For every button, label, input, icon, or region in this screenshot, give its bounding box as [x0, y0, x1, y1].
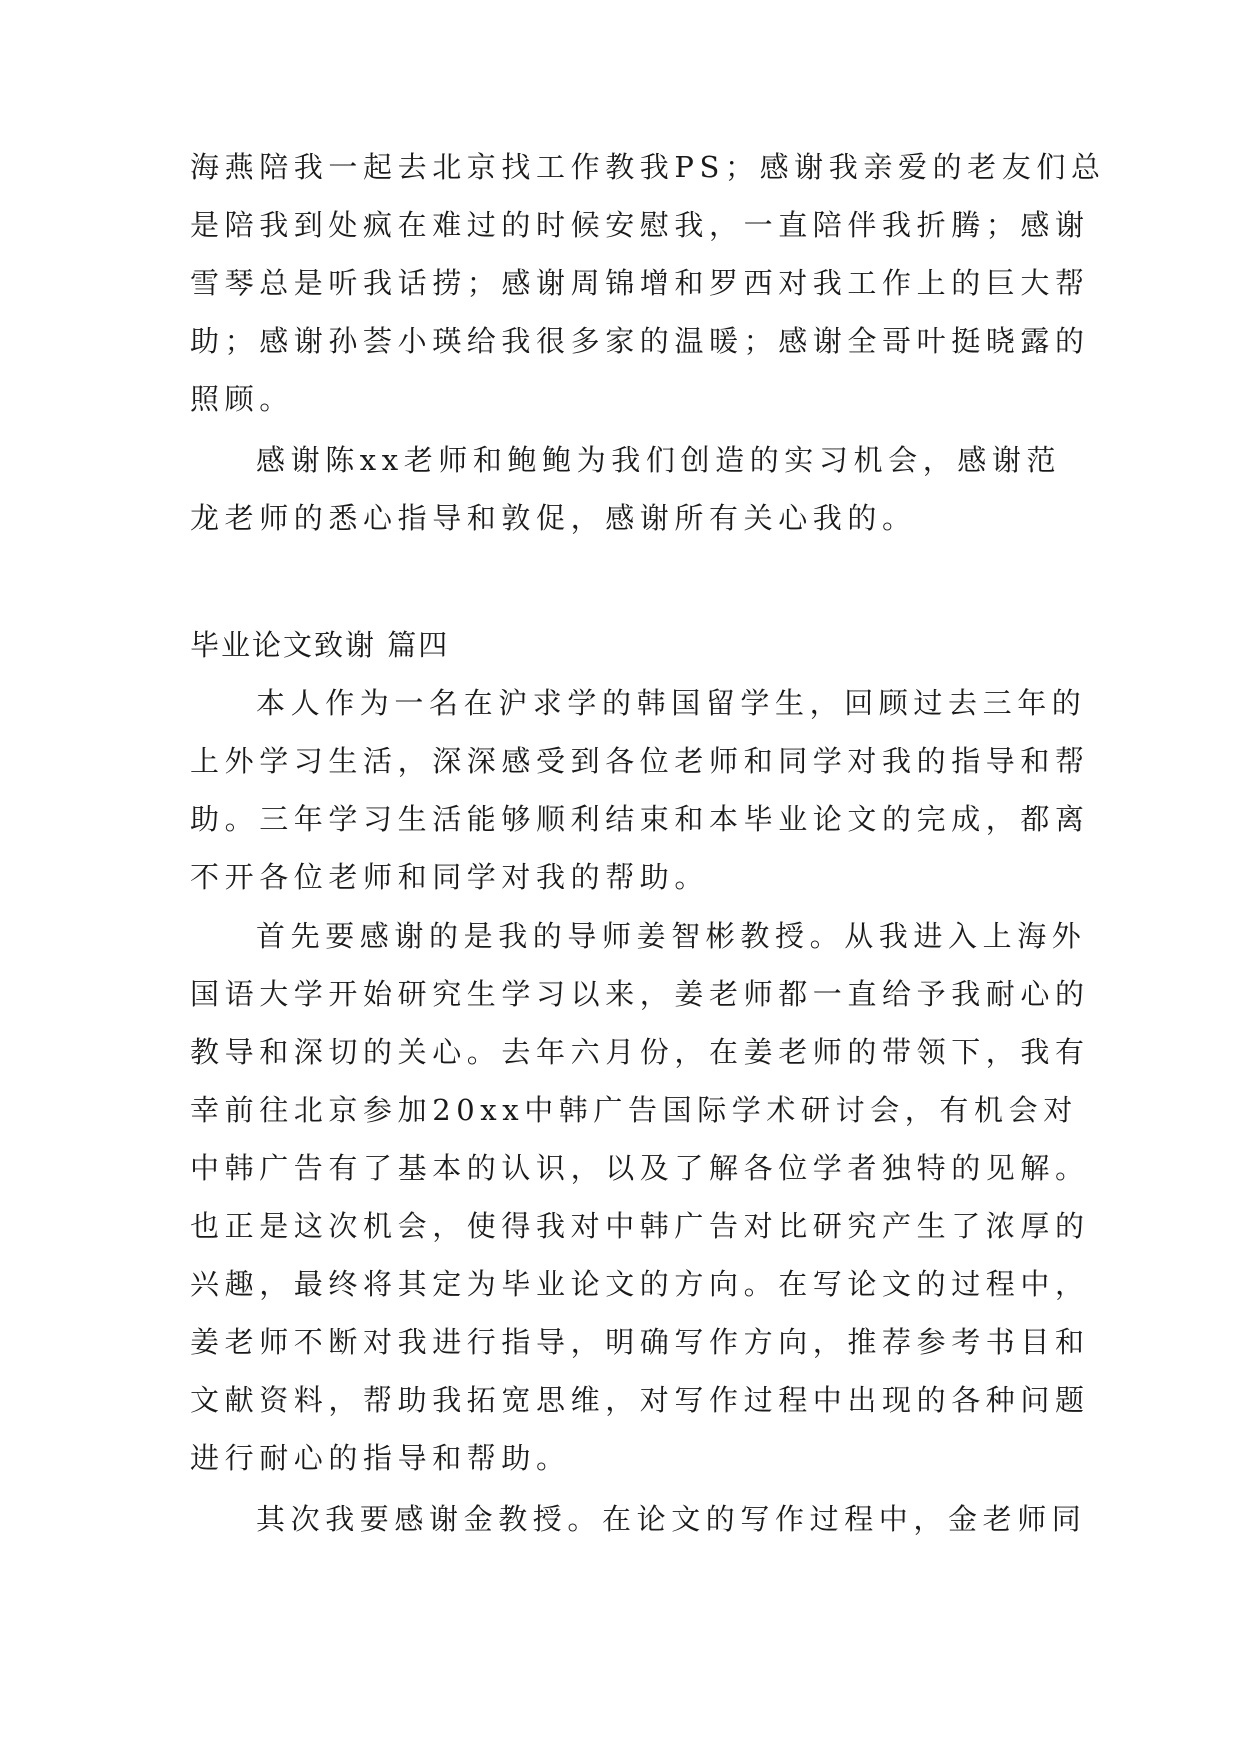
text-line: 感谢陈xx老师和鲍鲍为我们创造的实习机会，感谢范	[256, 443, 1062, 477]
text-line: 雪琴总是听我话捞；感谢周锦增和罗西对我工作上的巨大帮	[190, 266, 1090, 300]
text-line: 龙老师的悉心指导和敦促，感谢所有关心我的。	[190, 501, 917, 535]
text-line: 姜老师不断对我进行指导，明确写作方向，推荐参考书目和	[190, 1325, 1090, 1359]
text-line: 文献资料，帮助我拓宽思维，对写作过程中出现的各种问题	[190, 1383, 1090, 1417]
text-line: 进行耐心的指导和帮助。	[190, 1441, 571, 1475]
text-line: 照顾。	[190, 382, 294, 416]
text-line: 国语大学开始研究生学习以来，姜老师都一直给予我耐心的	[190, 977, 1090, 1011]
text-line: 助；感谢孙荟小瑛给我很多家的温暖；感谢全哥叶挺晓露的	[190, 324, 1090, 358]
text-line: 首先要感谢的是我的导师姜智彬教授。从我进入上海外	[256, 919, 1087, 953]
text-line: 海燕陪我一起去北京找工作教我PS；感谢我亲爱的老友们总	[190, 150, 1106, 184]
text-line: 中韩广告有了基本的认识，以及了解各位学者独特的见解。	[190, 1151, 1090, 1185]
text-line: 上外学习生活，深深感受到各位老师和同学对我的指导和帮	[190, 744, 1090, 778]
section-heading: 毕业论文致谢 篇四	[190, 628, 450, 662]
text-line: 兴趣，最终将其定为毕业论文的方向。在写论文的过程中，	[190, 1267, 1090, 1301]
text-line: 其次我要感谢金教授。在论文的写作过程中，金老师同	[256, 1502, 1087, 1536]
text-line: 教导和深切的关心。去年六月份，在姜老师的带领下，我有	[190, 1035, 1090, 1069]
text-line: 本人作为一名在沪求学的韩国留学生，回顾过去三年的	[256, 686, 1087, 720]
text-line: 不开各位老师和同学对我的帮助。	[190, 860, 710, 894]
text-line: 助。三年学习生活能够顺利结束和本毕业论文的完成，都离	[190, 802, 1090, 836]
text-line: 是陪我到处疯在难过的时候安慰我，一直陪伴我折腾；感谢	[190, 208, 1090, 242]
text-line: 幸前往北京参加20xx中韩广告国际学术研讨会，有机会对	[190, 1093, 1078, 1127]
text-line: 也正是这次机会，使得我对中韩广告对比研究产生了浓厚的	[190, 1209, 1090, 1243]
